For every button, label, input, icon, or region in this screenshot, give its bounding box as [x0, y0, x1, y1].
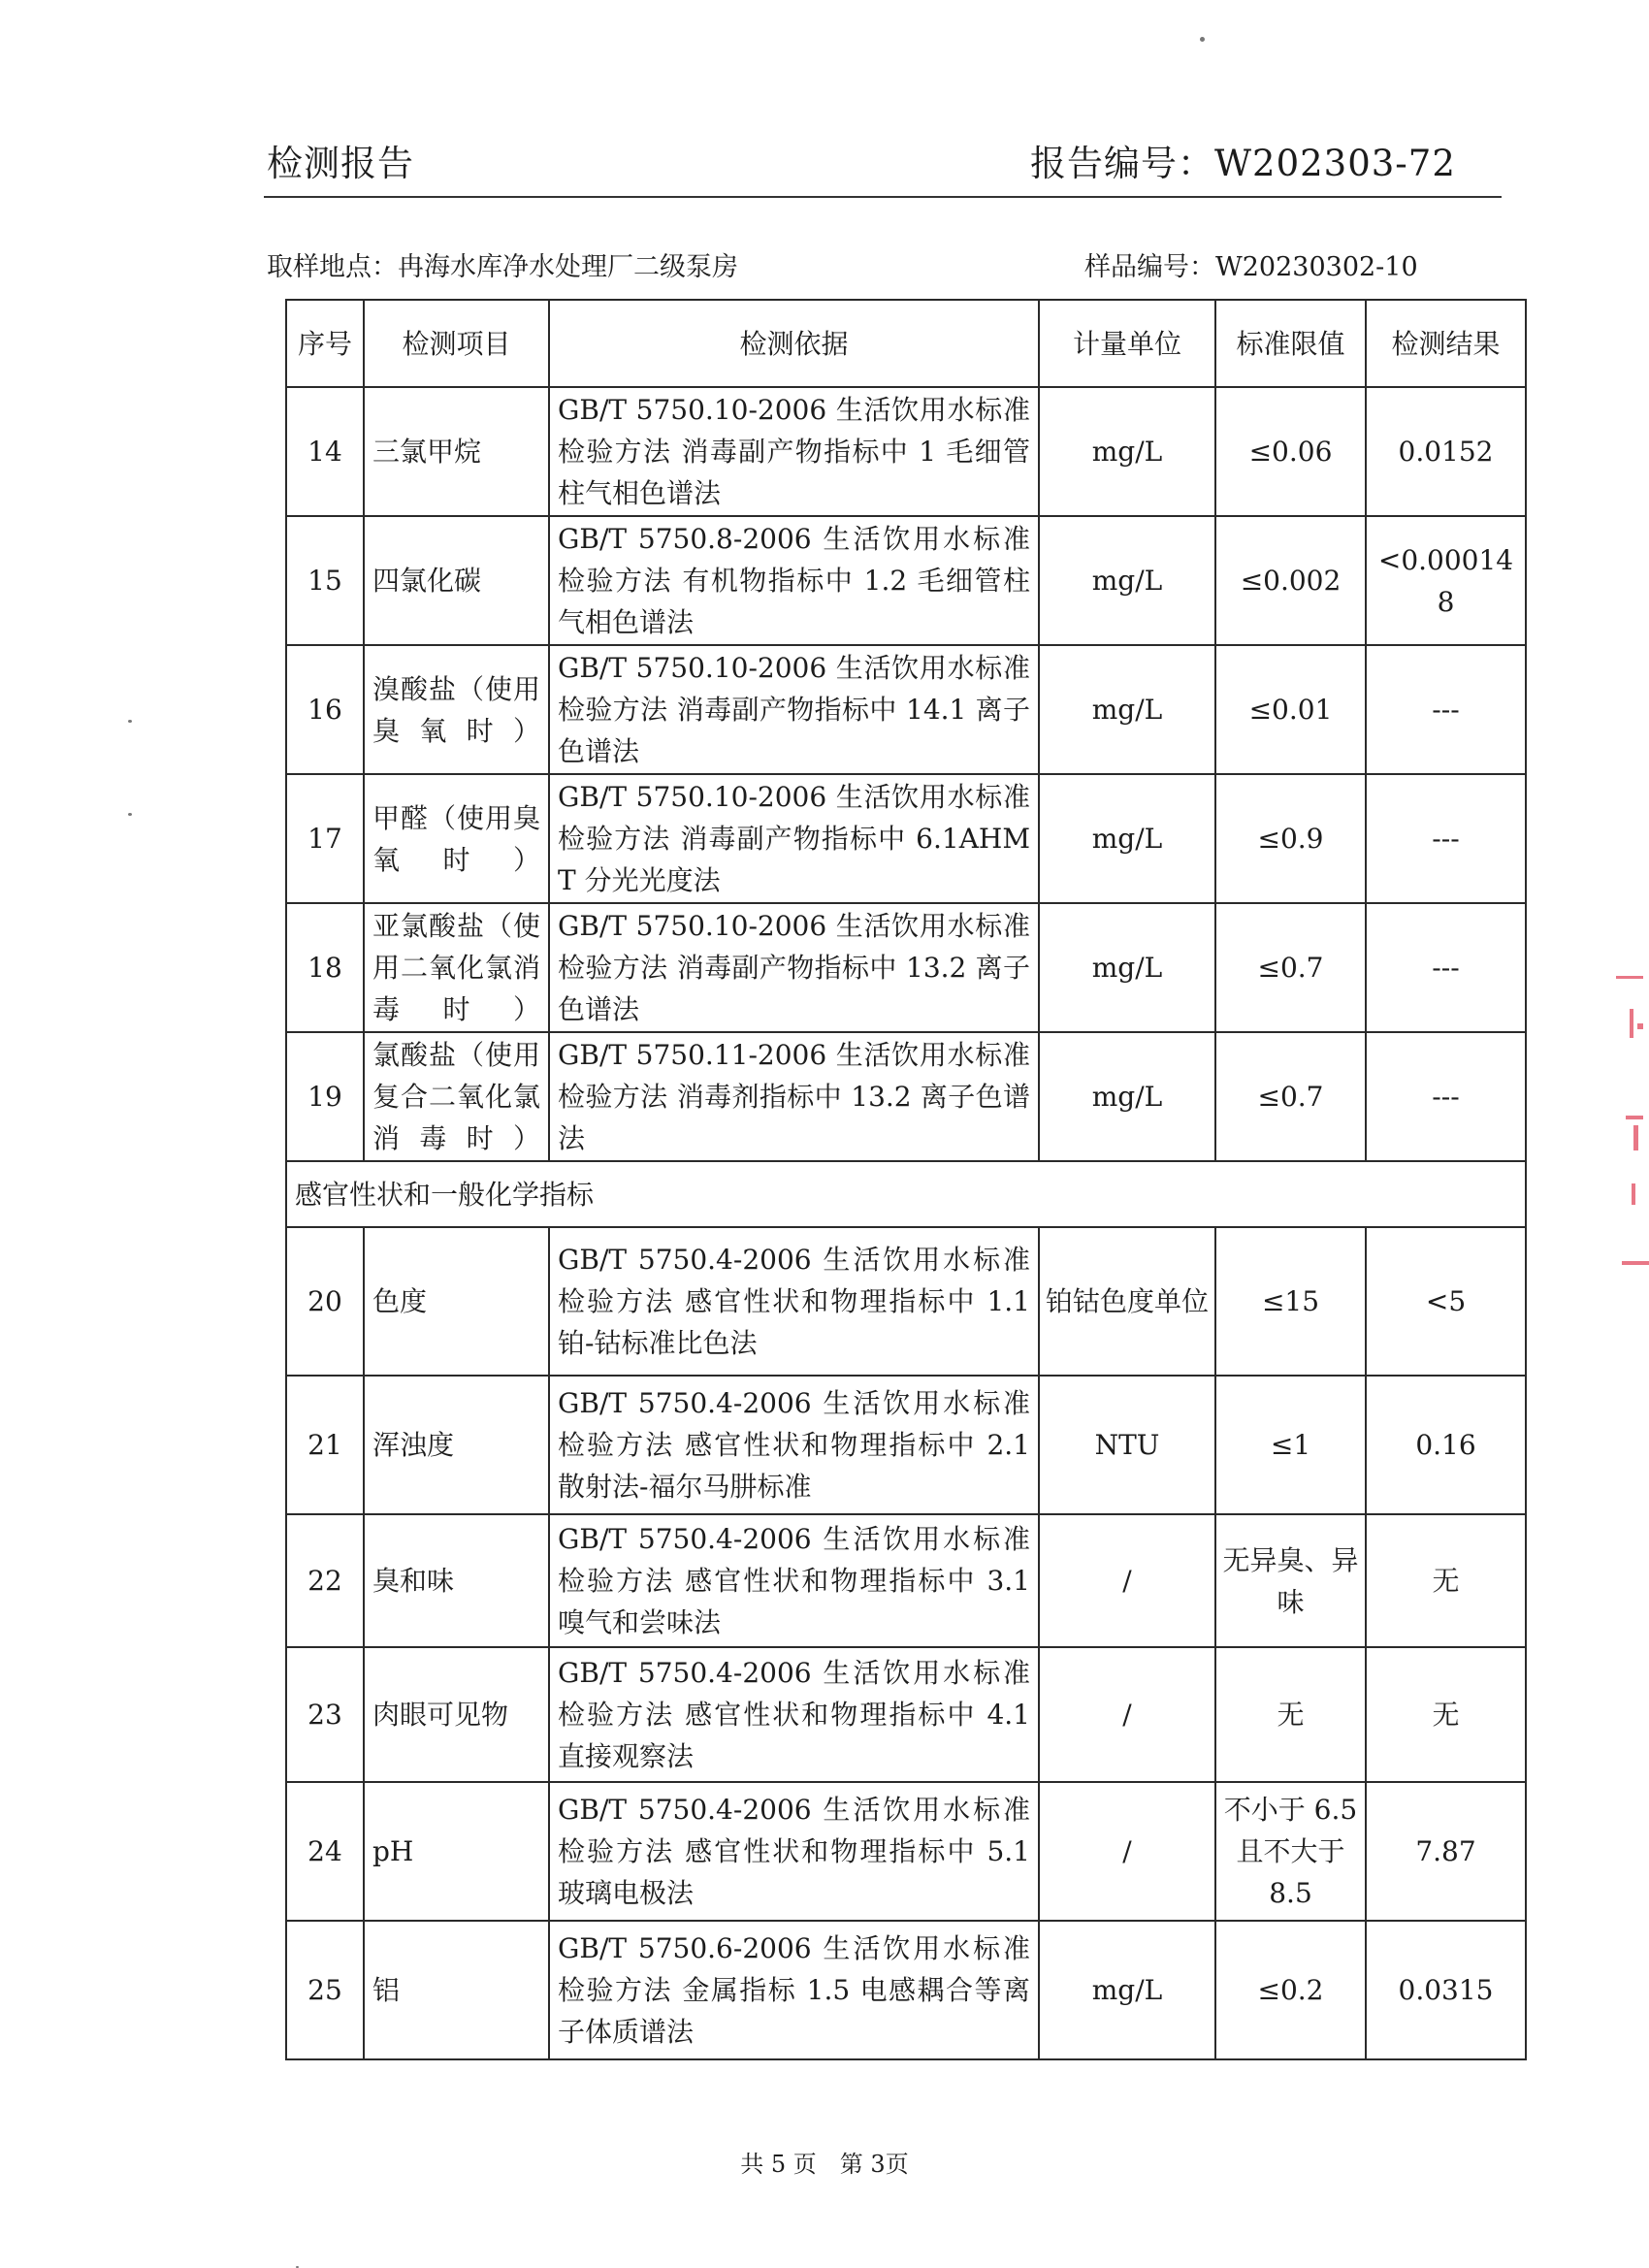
cell-limit: 无	[1215, 1647, 1366, 1782]
cell-basis: GB/T 5750.10-2006 生活饮用水标准检验方法 消毒副产物指标中 14.1 离子色谱法	[549, 645, 1039, 774]
col-header-no: 序号	[286, 300, 364, 387]
cell-limit: ≤0.01	[1215, 645, 1366, 774]
cell-result: 0.16	[1366, 1376, 1526, 1514]
cell-item: 甲醛（使用臭氧时）	[364, 774, 549, 903]
cell-item: 氯酸盐（使用复合二氧化氯消毒时）	[364, 1032, 549, 1161]
cell-basis: GB/T 5750.10-2006 生活饮用水标准检验方法 消毒副产物指标中 13.2 离子色谱法	[549, 903, 1039, 1032]
cell-limit: ≤0.06	[1215, 387, 1366, 516]
cell-limit: 无异臭、异味	[1215, 1514, 1366, 1647]
cell-result: 无	[1366, 1647, 1526, 1782]
cell-basis: GB/T 5750.4-2006 生活饮用水标准检验方法 感官性状和物理指标中 1.1 铂-钴标准比色法	[549, 1227, 1039, 1376]
cell-result: <0.000148	[1366, 516, 1526, 645]
scan-speck	[128, 720, 132, 723]
cell-result: 0.0152	[1366, 387, 1526, 516]
table-row	[286, 903, 1526, 1032]
scan-speck	[1200, 37, 1205, 42]
cell-result: ---	[1366, 1032, 1526, 1161]
table-row	[286, 774, 1526, 903]
col-header-limit: 标准限值	[1215, 300, 1366, 387]
table-row	[286, 1514, 1526, 1647]
cell-no: 25	[286, 1921, 364, 2059]
cell-unit: /	[1039, 1514, 1215, 1647]
table-row	[286, 516, 1526, 645]
cell-no: 21	[286, 1376, 364, 1514]
sampling-location: 取样地点：冉海水库净水处理厂二级泵房	[267, 252, 738, 282]
cell-no: 17	[286, 774, 364, 903]
cell-limit: 不小于 6.5 且不大于 8.5	[1215, 1782, 1366, 1921]
cell-item: 色度	[364, 1227, 549, 1376]
cell-item: 铝	[364, 1921, 549, 2059]
cell-basis: GB/T 5750.10-2006 生活饮用水标准检验方法 消毒副产物指标中 6.1AHMT 分光光度法	[549, 774, 1039, 903]
report-title: 检测报告	[267, 143, 414, 184]
cell-limit: ≤0.002	[1215, 516, 1366, 645]
cell-basis: GB/T 5750.4-2006 生活饮用水标准检验方法 感官性状和物理指标中 5.1 玻璃电极法	[549, 1782, 1039, 1921]
table-row	[286, 387, 1526, 516]
cell-item: 浑浊度	[364, 1376, 549, 1514]
cell-unit: mg/L	[1039, 516, 1215, 645]
cell-basis: GB/T 5750.8-2006 生活饮用水标准检验方法 有机物指标中 1.2 毛细管柱气相色谱法	[549, 516, 1039, 645]
cell-unit: mg/L	[1039, 774, 1215, 903]
cell-item: 溴酸盐（使用臭氧时）	[364, 645, 549, 774]
sample-number: 样品编号：W20230302-10	[1084, 252, 1418, 282]
cell-item: 肉眼可见物	[364, 1647, 549, 1782]
cell-result: 0.0315	[1366, 1921, 1526, 2059]
cell-limit: ≤15	[1215, 1227, 1366, 1376]
cell-limit: ≤0.9	[1215, 774, 1366, 903]
cell-no: 15	[286, 516, 364, 645]
report-number: 报告编号：W202303-72	[1030, 143, 1456, 184]
col-header-basis: 检测依据	[549, 300, 1039, 387]
table-row	[286, 1921, 1526, 2059]
table-row	[286, 1782, 1526, 1921]
page-footer: 共 5 页 第 3页	[740, 2151, 909, 2178]
cell-no: 18	[286, 903, 364, 1032]
table-row	[286, 1227, 1526, 1376]
cell-no: 20	[286, 1227, 364, 1376]
cell-result: ---	[1366, 774, 1526, 903]
cell-no: 14	[286, 387, 364, 516]
cell-basis: GB/T 5750.4-2006 生活饮用水标准检验方法 感官性状和物理指标中 3.1 嗅气和尝味法	[549, 1514, 1039, 1647]
cell-item: 臭和味	[364, 1514, 549, 1647]
seal-edge	[1610, 970, 1649, 1280]
cell-no: 24	[286, 1782, 364, 1921]
cell-unit: /	[1039, 1647, 1215, 1782]
cell-unit: mg/L	[1039, 1032, 1215, 1161]
table-header-row	[286, 300, 1526, 387]
header-divider	[264, 196, 1502, 198]
cell-unit: mg/L	[1039, 645, 1215, 774]
cell-item: 三氯甲烷	[364, 387, 549, 516]
cell-basis: GB/T 5750.4-2006 生活饮用水标准检验方法 感官性状和物理指标中 4.1 直接观察法	[549, 1647, 1039, 1782]
table-row	[286, 1032, 1526, 1161]
cell-unit: 铂钴色度单位	[1039, 1227, 1215, 1376]
cell-result: <5	[1366, 1227, 1526, 1376]
cell-basis: GB/T 5750.10-2006 生活饮用水标准检验方法 消毒副产物指标中 1 毛细管柱气相色谱法	[549, 387, 1039, 516]
table-row	[286, 1647, 1526, 1782]
cell-no: 19	[286, 1032, 364, 1161]
cell-basis: GB/T 5750.6-2006 生活饮用水标准检验方法 金属指标 1.5 电感耦合等离子体质谱法	[549, 1921, 1039, 2059]
results-table	[285, 299, 1527, 2060]
cell-limit: ≤0.7	[1215, 903, 1366, 1032]
cell-item: 亚氯酸盐（使用二氧化氯消毒时）	[364, 903, 549, 1032]
cell-result: ---	[1366, 645, 1526, 774]
cell-unit: /	[1039, 1782, 1215, 1921]
scan-speck	[128, 813, 132, 816]
cell-item: 四氯化碳	[364, 516, 549, 645]
col-header-result: 检测结果	[1366, 300, 1526, 387]
section-label: 感官性状和一般化学指标	[286, 1161, 1526, 1227]
table-row	[286, 645, 1526, 774]
cell-item: pH	[364, 1782, 549, 1921]
cell-result: 7.87	[1366, 1782, 1526, 1921]
table-row	[286, 1376, 1526, 1514]
cell-unit: NTU	[1039, 1376, 1215, 1514]
cell-result: ---	[1366, 903, 1526, 1032]
cell-unit: mg/L	[1039, 387, 1215, 516]
cell-basis: GB/T 5750.11-2006 生活饮用水标准检验方法 消毒剂指标中 13.2 离子色谱法	[549, 1032, 1039, 1161]
col-header-item: 检测项目	[364, 300, 549, 387]
cell-limit: ≤0.2	[1215, 1921, 1366, 2059]
col-header-unit: 计量单位	[1039, 300, 1215, 387]
cell-limit: ≤1	[1215, 1376, 1366, 1514]
cell-result: 无	[1366, 1514, 1526, 1647]
cell-unit: mg/L	[1039, 1921, 1215, 2059]
section-row	[286, 1161, 1526, 1227]
cell-no: 16	[286, 645, 364, 774]
cell-no: 23	[286, 1647, 364, 1782]
cell-basis: GB/T 5750.4-2006 生活饮用水标准检验方法 感官性状和物理指标中 2.1 散射法-福尔马肼标准	[549, 1376, 1039, 1514]
cell-unit: mg/L	[1039, 903, 1215, 1032]
cell-no: 22	[286, 1514, 364, 1647]
cell-limit: ≤0.7	[1215, 1032, 1366, 1161]
